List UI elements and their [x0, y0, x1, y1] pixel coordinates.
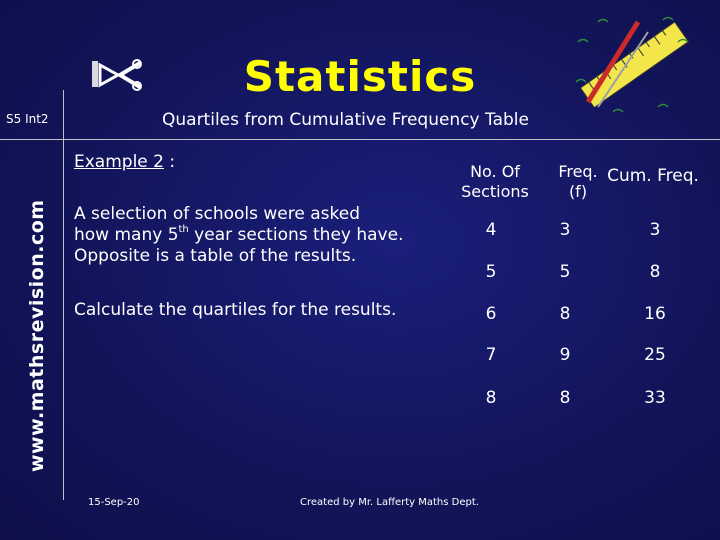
table-cell-sections: 4: [485, 220, 497, 240]
page-subtitle: Quartiles from Cumulative Frequency Table: [162, 110, 529, 130]
example-label: Example 2: [74, 152, 164, 172]
para-line-2: [74, 225, 444, 246]
example-heading: [74, 152, 175, 172]
header-freq-line1: Freq.: [558, 162, 598, 181]
example-colon: :: [169, 152, 176, 172]
page-title: Statistics: [243, 52, 477, 101]
table-cell-cum: 33: [644, 388, 666, 408]
para-line-2-sup: th: [178, 224, 189, 235]
table-cell-sections: 6: [485, 304, 497, 324]
table-cell-sections: 5: [485, 262, 497, 282]
course-code: S5 Int2: [6, 112, 49, 126]
header-divider: [0, 139, 720, 140]
table-cell-freq: 5: [559, 262, 571, 282]
para-line-1: A selection of schools were asked: [74, 204, 361, 224]
table-cell-cum: 16: [644, 304, 666, 324]
instruction-text: Calculate the quartiles for the results.: [74, 300, 397, 320]
side-divider: [63, 90, 64, 500]
table-cell-cum: 8: [649, 262, 661, 282]
para-line-3: Opposite is a table of the results.: [74, 246, 357, 266]
header-sections: [450, 162, 540, 202]
ruler-pencil-clipart-icon: [568, 12, 698, 126]
footer-credit: Created by Mr. Lafferty Maths Dept.: [300, 497, 479, 508]
table-cell-cum: 25: [644, 345, 666, 365]
footer-date: 15-Sep-20: [88, 497, 140, 508]
para-line-2-b: year sections they have.: [188, 225, 404, 245]
website-side-text: www.mathsrevision.com: [26, 199, 48, 472]
header-freq-line2: (f): [568, 182, 588, 201]
header-cum-freq: Cum. Freq.: [607, 166, 699, 186]
para-line-2-a: how many 5: [74, 225, 179, 245]
table-cell-sections: 8: [485, 388, 497, 408]
table-cell-sections: 7: [485, 345, 497, 365]
table-cell-cum: 3: [649, 220, 661, 240]
table-cell-freq: 8: [559, 388, 571, 408]
table-cell-freq: 3: [559, 220, 571, 240]
table-cell-freq: 9: [559, 345, 571, 365]
problem-paragraph: [74, 204, 444, 267]
header-sections-line1: No. Of: [470, 162, 520, 181]
header-sections-line2: Sections: [461, 182, 529, 201]
table-cell-freq: 8: [559, 304, 571, 324]
